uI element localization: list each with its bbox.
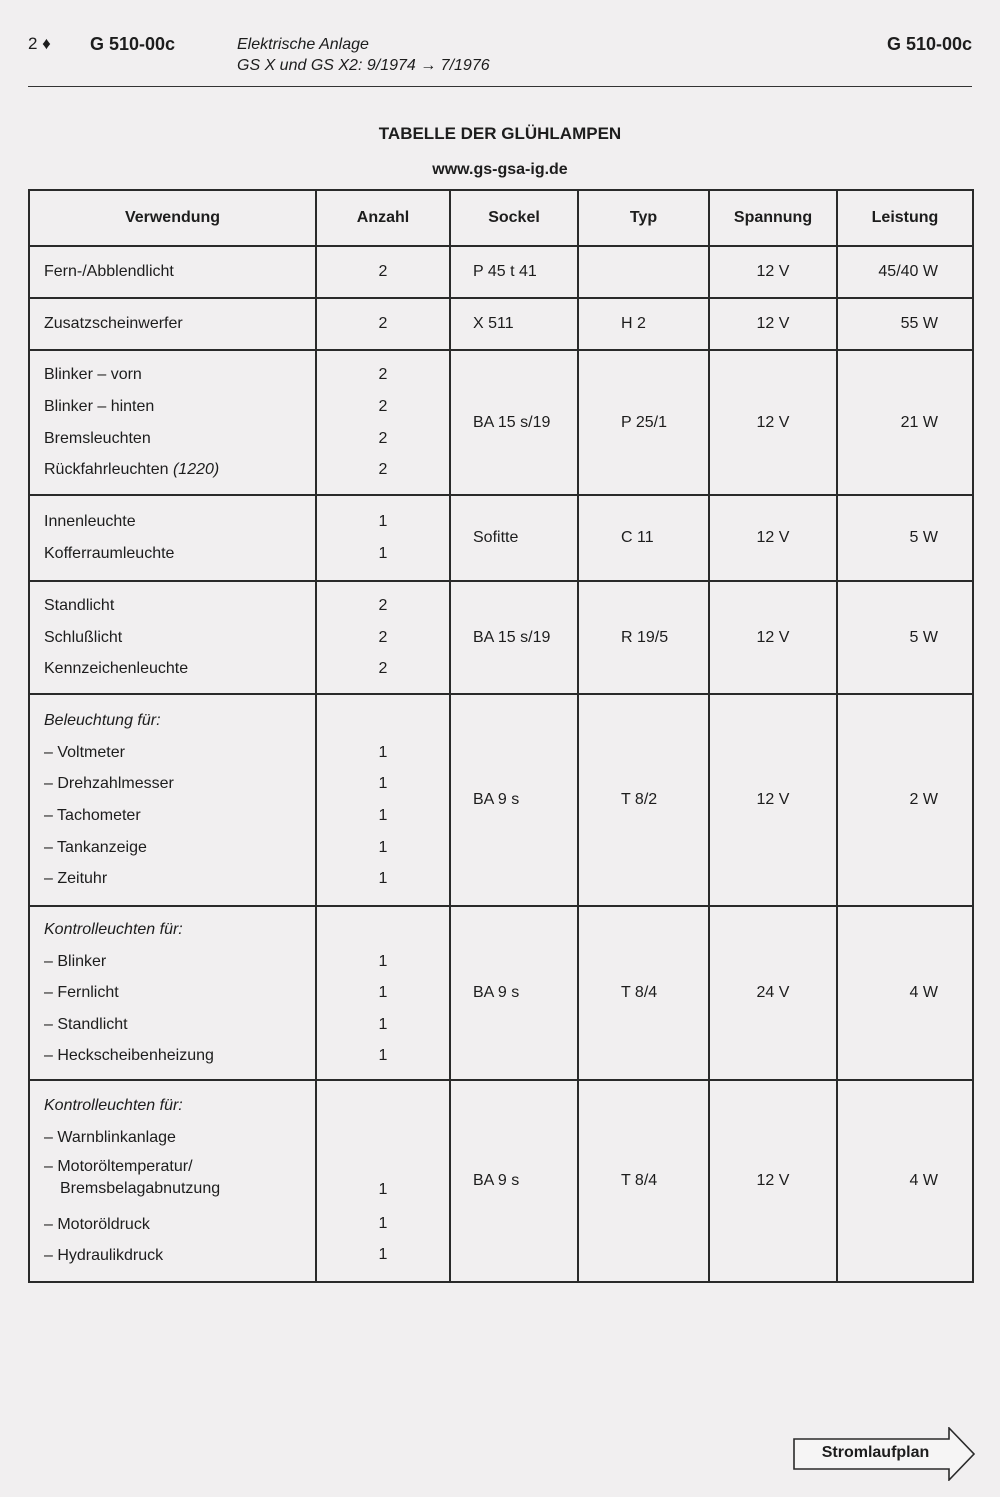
- table-header-row: [29, 190, 973, 246]
- cell-sockel: BA 9 s: [450, 1080, 578, 1282]
- cell-spannung: 12 V: [709, 581, 837, 694]
- table-row: [29, 246, 973, 298]
- cell-anzahl: 2: [316, 298, 450, 350]
- header-anzahl: Anzahl: [316, 190, 450, 246]
- document-code: G 510-00c: [90, 34, 176, 54]
- cell-verwendung: Zusatzscheinwerfer: [29, 298, 316, 350]
- cell-typ: R 19/5: [578, 581, 709, 694]
- cell-leistung: 4 W: [837, 906, 973, 1080]
- cell-typ: C 11: [578, 495, 709, 581]
- header-spannung: Spannung: [709, 190, 837, 246]
- cell-verwendung: Standlicht Schlußlicht Kennzeichenleuchte: [29, 581, 316, 694]
- header-divider: [28, 86, 972, 87]
- subtitle-line-2: GS X und GS X2: 9/1974 → 7/1976: [237, 57, 490, 74]
- cell-typ: T 8/4: [578, 1080, 709, 1282]
- stromlaufplan-button[interactable]: [793, 1427, 973, 1479]
- cell-leistung: 5 W: [837, 495, 973, 581]
- cell-sockel: BA 9 s: [450, 694, 578, 906]
- header-leistung: Leistung: [837, 190, 973, 246]
- cell-leistung: 4 W: [837, 1080, 973, 1282]
- cell-verwendung: Kontrolleuchten für: – Blinker – Fernlicht – Standlicht – Heckscheibenheizung: [29, 906, 316, 1080]
- cell-anzahl: 1 1 1 1 1: [316, 694, 450, 906]
- cell-spannung: 24 V: [709, 906, 837, 1080]
- cell-leistung: 45/40 W: [837, 246, 973, 298]
- table-row: [29, 298, 973, 350]
- website-url: www.gs-gsa-ig.de: [432, 161, 568, 178]
- header-sockel: Sockel: [450, 190, 578, 246]
- cell-sockel: P 45 t 41: [450, 246, 578, 298]
- cell-leistung: 21 W: [837, 350, 973, 495]
- table-row: [29, 350, 973, 495]
- page-title: TABELLE DER GLÜHLAMPEN: [378, 124, 622, 143]
- cell-verwendung: Innenleuchte Kofferraumleuchte: [29, 495, 316, 581]
- cell-verwendung: Fern-/Abblendlicht: [29, 246, 316, 298]
- cell-anzahl: 2 2 2 2: [316, 350, 450, 495]
- cell-anzahl: 1 1 1: [316, 1080, 450, 1282]
- cell-typ: [578, 246, 709, 298]
- cell-anzahl: 2 2 2: [316, 581, 450, 694]
- cell-leistung: 2 W: [837, 694, 973, 906]
- cell-typ: H 2: [578, 298, 709, 350]
- cell-spannung: 12 V: [709, 246, 837, 298]
- table-row: [29, 694, 973, 906]
- cell-verwendung: Kontrolleuchten für: – Warnblinkanlage – Motoröltemperatur/ Bremsbelagabnutzung – Motoröldruck – Hydraulikdruck: [29, 1080, 316, 1282]
- subtitle-line-1: Elektrische Anlage: [237, 36, 369, 53]
- cell-sockel: X 511: [450, 298, 578, 350]
- document-code-right: G 510-00c: [886, 34, 972, 54]
- cell-spannung: 12 V: [709, 298, 837, 350]
- cell-verwendung: Blinker – vorn Blinker – hinten Bremsleuchten Rückfahrleuchten (1220): [29, 350, 316, 495]
- header-verwendung: Verwendung: [29, 190, 316, 246]
- cell-sockel: BA 9 s: [450, 906, 578, 1080]
- document-subtitle: [237, 34, 490, 76]
- cell-sockel: BA 15 s/19: [450, 581, 578, 694]
- cell-spannung: 12 V: [709, 1080, 837, 1282]
- table-row: [29, 1080, 973, 1282]
- stromlaufplan-label: Stromlaufplan: [821, 1444, 930, 1461]
- cell-typ: T 8/4: [578, 906, 709, 1080]
- lamp-table: [28, 189, 974, 1283]
- cell-sockel: BA 15 s/19: [450, 350, 578, 495]
- cell-verwendung: Beleuchtung für: – Voltmeter – Drehzahlmesser – Tachometer – Tankanzeige – Zeituhr: [29, 694, 316, 906]
- cell-sockel: Sofitte: [450, 495, 578, 581]
- cell-leistung: 5 W: [837, 581, 973, 694]
- cell-spannung: 12 V: [709, 495, 837, 581]
- cell-spannung: 12 V: [709, 350, 837, 495]
- table-row: [29, 495, 973, 581]
- cell-typ: P 25/1: [578, 350, 709, 495]
- cell-anzahl: 1 1 1 1: [316, 906, 450, 1080]
- cell-leistung: 55 W: [837, 298, 973, 350]
- page-number: 2 ♦: [28, 34, 51, 53]
- table-row: [29, 581, 973, 694]
- cell-anzahl: 1 1: [316, 495, 450, 581]
- cell-typ: T 8/2: [578, 694, 709, 906]
- table-row: [29, 906, 973, 1080]
- header-typ: Typ: [578, 190, 709, 246]
- cell-spannung: 12 V: [709, 694, 837, 906]
- cell-anzahl: 2: [316, 246, 450, 298]
